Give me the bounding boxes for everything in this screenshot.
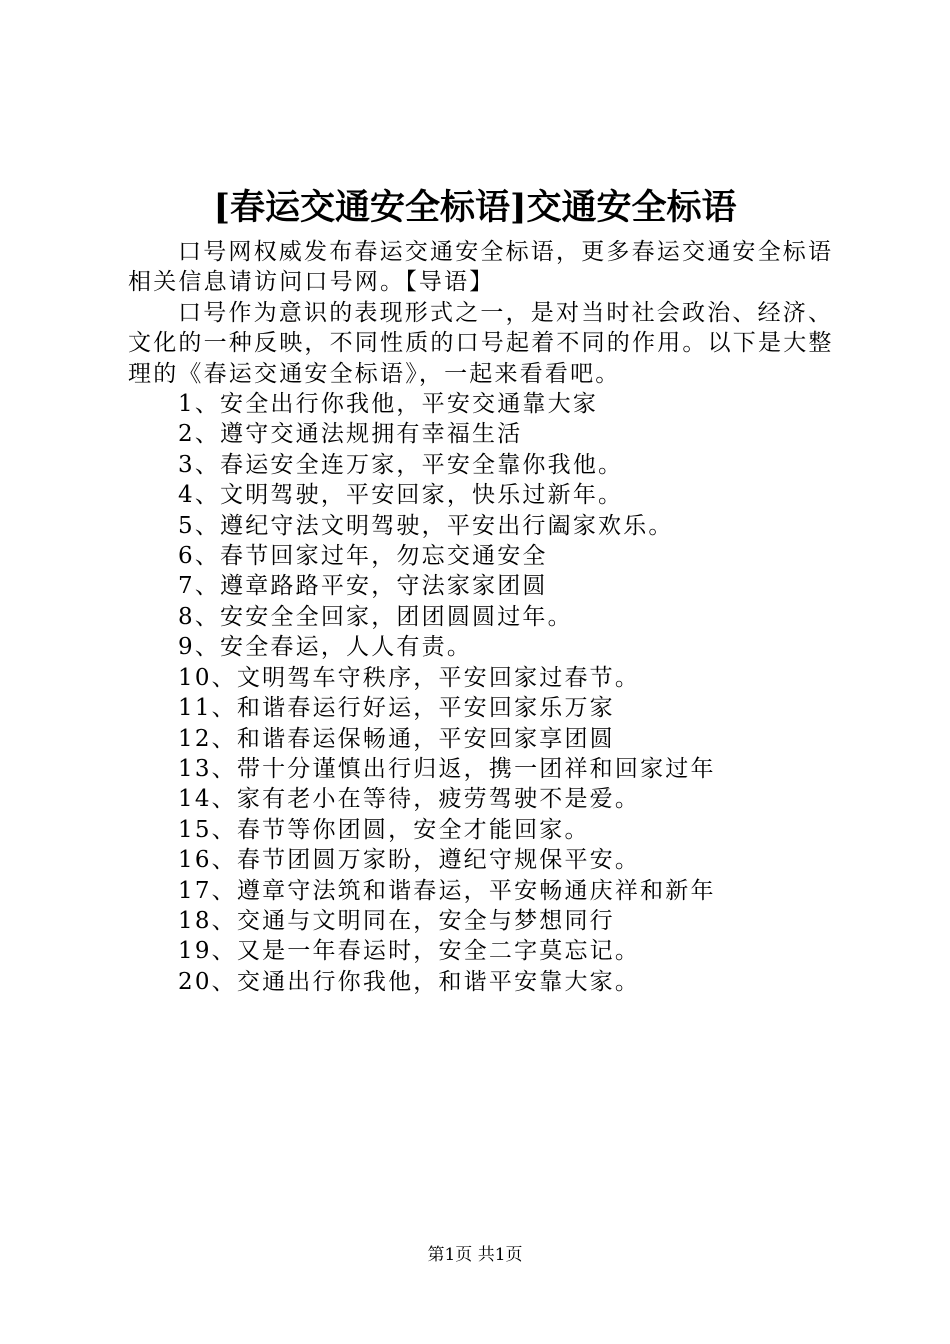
slogan-item: 20、交通出行你我他，和谐平安靠大家。 [178, 968, 641, 995]
slogan-item: 10、文明驾车守秩序，平安回家过春节。 [178, 664, 641, 691]
slogan-item: 17、遵章守法筑和谐春运，平安畅通庆祥和新年 [178, 877, 716, 904]
slogan-item: 1、安全出行你我他，平安交通靠大家 [178, 391, 599, 418]
slogan-item: 15、春节等你团圆，安全才能回家。 [178, 816, 590, 843]
slogan-item: 3、春运安全连万家，平安全靠你我他。 [178, 451, 624, 478]
slogan-item: 9、安全春运，人人有责。 [178, 634, 473, 661]
slogan-item: 13、带十分谨慎出行归返，携一团祥和回家过年 [178, 755, 716, 782]
slogan-item: 14、家有老小在等待，疲劳驾驶不是爱。 [178, 786, 641, 813]
slogan-item: 5、遵纪守法文明驾驶，平安出行阖家欢乐。 [178, 512, 674, 539]
slogan-item: 8、安安全全回家，团团圆圆过年。 [178, 603, 573, 630]
page-footer: 第1页 共1页 [427, 1245, 523, 1265]
slogan-item: 12、和谐春运保畅通，平安回家享团圆 [178, 725, 615, 752]
slogan-item: 18、交通与文明同在，安全与梦想同行 [178, 907, 615, 934]
document-body [128, 237, 840, 997]
slogan-list [128, 389, 840, 997]
slogan-item: 7、遵章路路平安，守法家家团圆 [178, 573, 548, 600]
slogan-item: 16、春节团圆万家盼，遵纪守规保平安。 [178, 847, 641, 874]
slogan-item: 4、文明驾驶，平安回家，快乐过新年。 [178, 482, 624, 509]
slogan-item: 2、遵守交通法规拥有幸福生活 [178, 421, 523, 448]
slogan-item: 19、又是一年春运时，安全二字莫忘记。 [178, 938, 641, 965]
intro-paragraph: 口号网权威发布春运交通安全标语，更多春运交通安全标语相关信息请访问口号网。【导语】 [128, 239, 834, 296]
slogan-item: 11、和谐春运行好运，平安回家乐万家 [178, 695, 615, 722]
document-title: [春运交通安全标语]交通安全标语 [213, 187, 737, 228]
lead-paragraph: 口号作为意识的表现形式之一，是对当时社会政治、经济、文化的一种反映，不同性质的口号起着不同的作用。以下是大整理的《春运交通安全标语》，一起来看看吧。 [128, 299, 834, 387]
slogan-item: 6、春节回家过年，勿忘交通安全 [178, 543, 548, 570]
